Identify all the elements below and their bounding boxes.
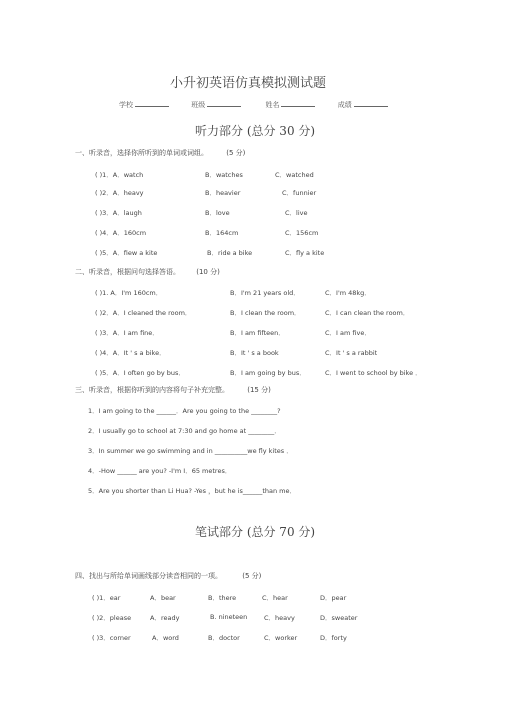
listening-heading: 听力部分 (总分 30 分) [195, 124, 316, 138]
list-item: 4．-How ______ are you? -I'm I．65 metres． [88, 467, 232, 475]
score-label: 成绩 [337, 101, 352, 109]
name-blank[interactable] [281, 98, 315, 107]
writing-heading: 笔试部分 (总分 70 分) [195, 525, 316, 539]
school-blank[interactable] [135, 98, 169, 107]
list-item: 3．In summer we go swimming and in __________we fly kites ． [88, 447, 293, 455]
list-item: 1．I am going to the ______．Are you going to the ________? [88, 407, 281, 415]
class-blank[interactable] [207, 98, 241, 107]
class-label: 班级 [191, 101, 206, 109]
list-item: 5．Are you shorter than Li Hua? -Yes ，but he is______than me． [88, 487, 297, 495]
list-item: 2．I usually go to school at 7:30 and go home at ________． [88, 427, 281, 435]
part4-heading: 四、找出与所给单词画线部分读音相同的一项。 (5 分) [75, 572, 262, 580]
page-title: 小升初英语仿真模拟测试题 [170, 76, 327, 91]
part3-heading: 三、听录音，根据你听到的内容将句子补充完整。 (15 分) [75, 386, 271, 394]
score-blank[interactable] [354, 98, 388, 107]
student-info-row [119, 98, 388, 110]
part1-heading: 一、听录音，选择你所听到的单词或词组。 (5 分) [75, 149, 246, 157]
name-label: 姓名 [265, 101, 280, 109]
school-label: 学校 [119, 101, 133, 109]
part2-heading: 二、听录音，根据问句选择答语。 (10 分) [75, 268, 220, 276]
